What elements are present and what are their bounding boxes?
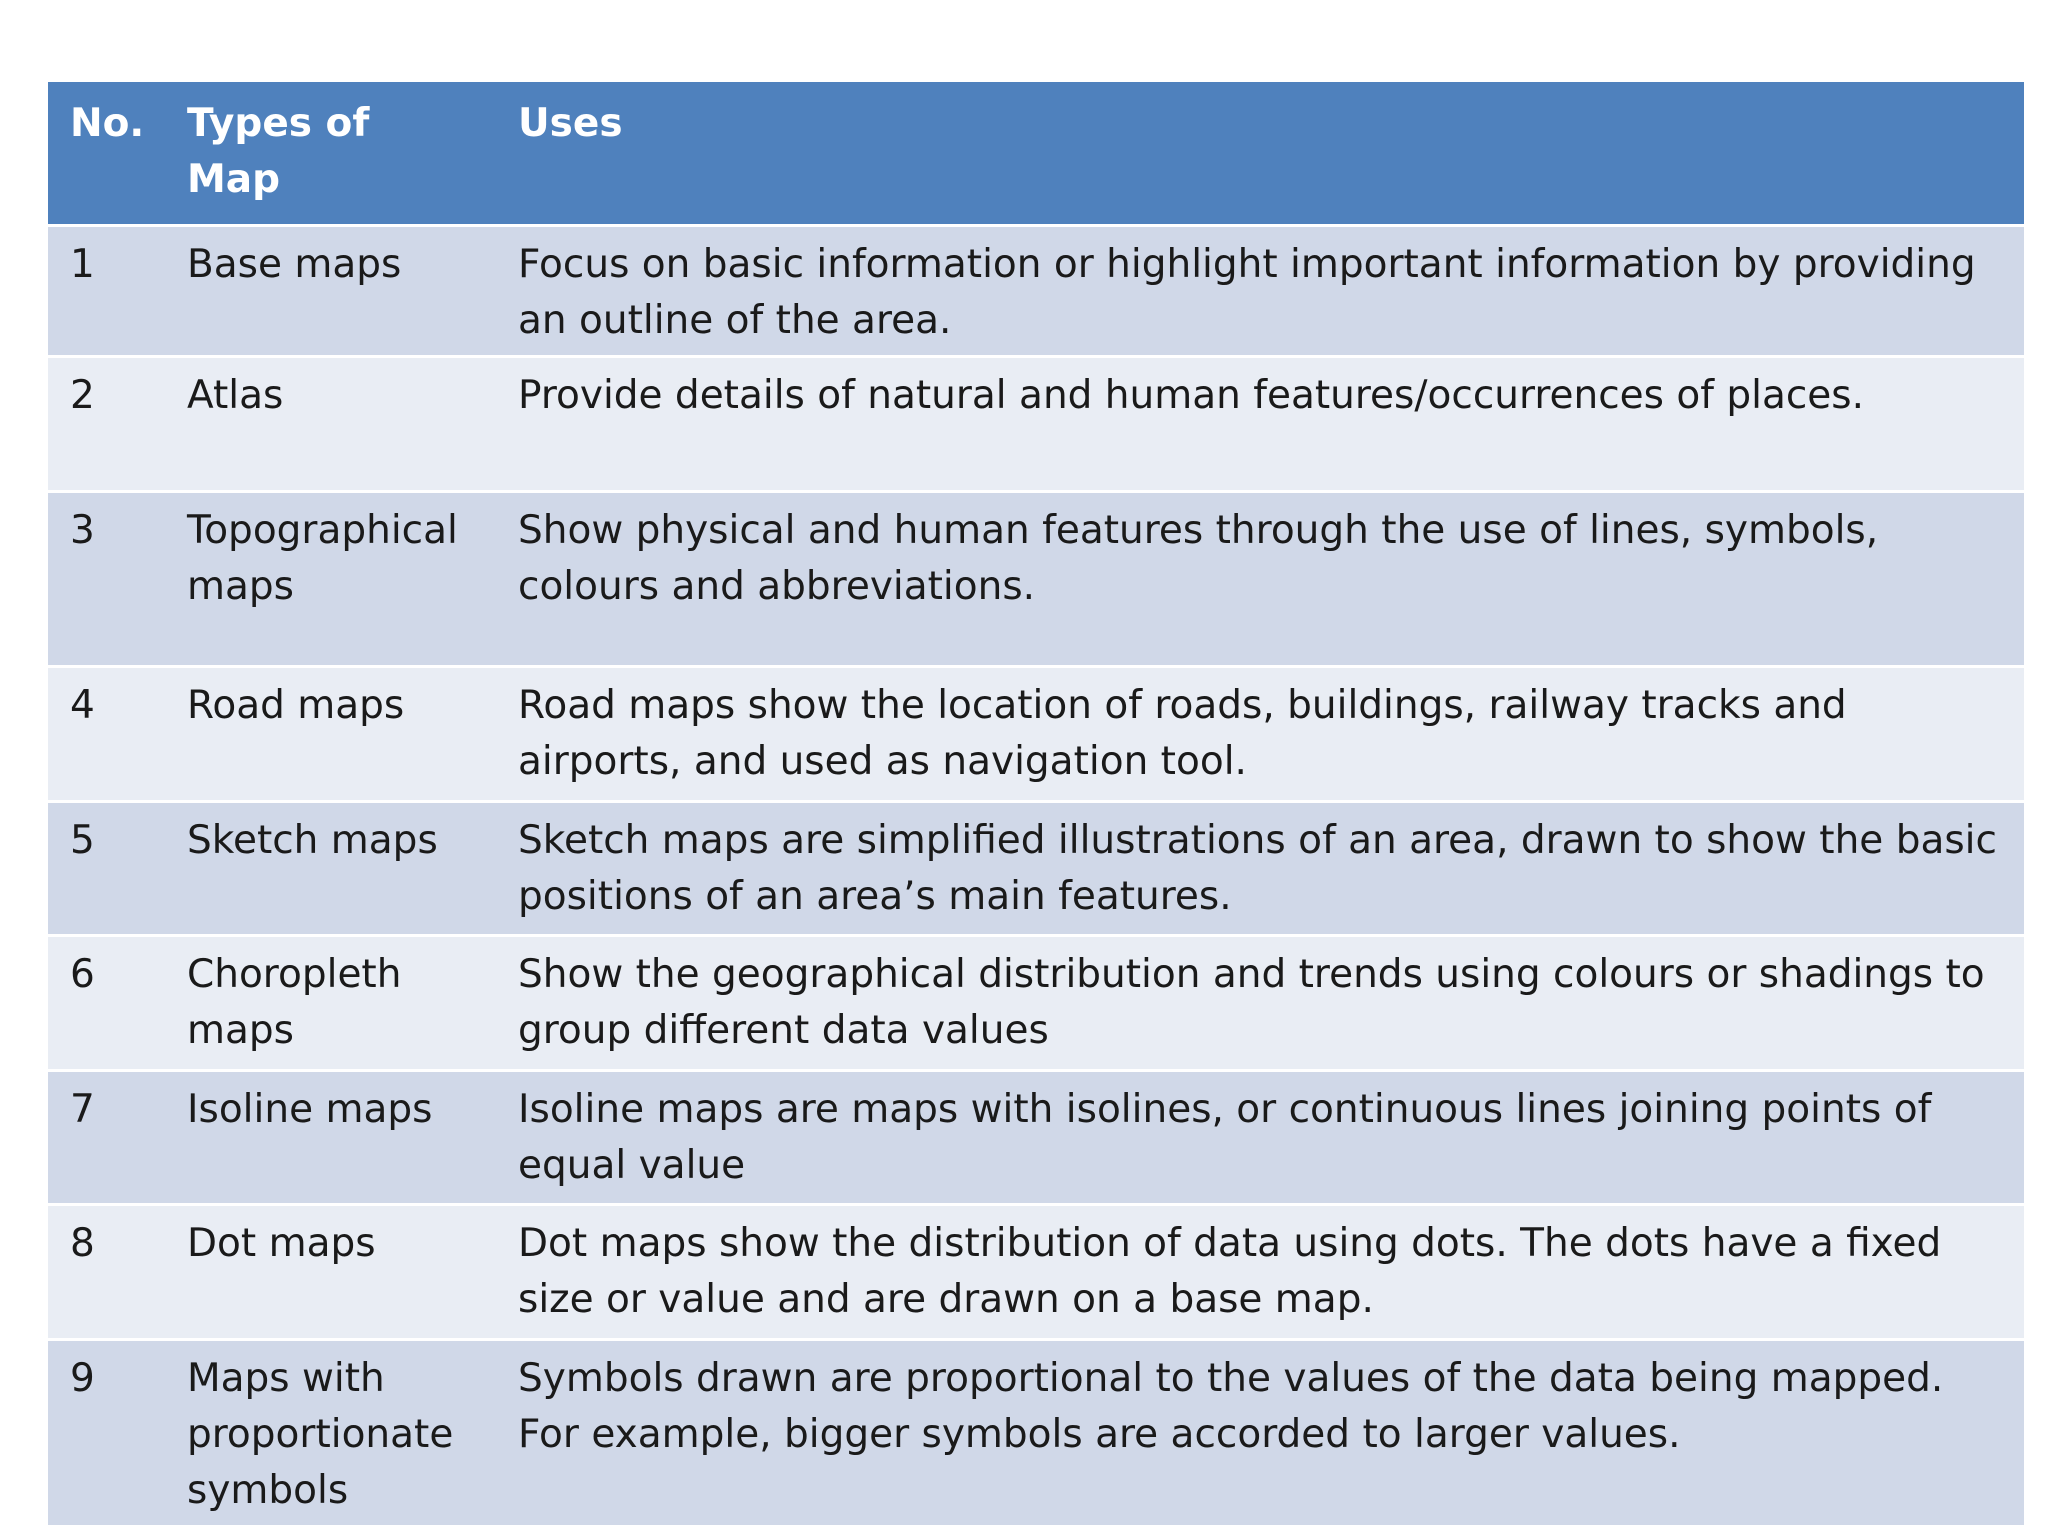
table-row [48,1070,2024,1204]
map-type: Isoline maps [187,1086,433,1132]
row-number: 2 [70,372,95,418]
map-type: Topographical maps [187,507,458,609]
table-row [48,1204,2024,1339]
table-row [48,801,2024,935]
header-type: Types of Map [187,101,370,202]
map-use: Provide details of natural and human features/occurrences of places. [518,372,1864,418]
map-type: Choropleth maps [187,951,402,1053]
table-body [48,225,2024,1525]
map-use: Sketch maps are simplified illustrations of an area, drawn to show the basic positions of an area’s main features. [518,817,1997,919]
row-number: 4 [70,682,95,728]
map-type: Sketch maps [187,817,438,863]
map-use: Isoline maps are maps with isolines, or continuous lines joining points of equal value [518,1086,1932,1188]
map-type: Maps with proportionate symbols [187,1355,454,1513]
map-type: Dot maps [187,1220,376,1266]
map-type: Base maps [187,241,402,287]
table-row [48,935,2024,1070]
table-row [48,356,2024,491]
table-row [48,1339,2024,1525]
row-number: 8 [70,1220,95,1266]
table-header [48,82,2024,225]
row-number: 9 [70,1355,95,1401]
map-type: Road maps [187,682,405,728]
map-use: Focus on basic information or highlight important information by providing an outline of the area. [518,241,1976,343]
row-number: 7 [70,1086,95,1132]
map-type: Atlas [187,372,284,418]
map-types-table [48,82,2024,1525]
row-number: 1 [70,241,95,287]
row-number: 3 [70,507,95,553]
header-uses: Uses [518,101,623,146]
table-row [48,666,2024,801]
map-use: Show physical and human features through the use of lines, symbols, colours and abbreviations. [518,507,1879,609]
header-no: No. [70,101,145,146]
map-use: Road maps show the location of roads, buildings, railway tracks and airports, and used as navigation tool. [518,682,1847,784]
map-use: Dot maps show the distribution of data using dots. The dots have a fixed size or value and are drawn on a base map. [518,1220,1942,1322]
table-row [48,225,2024,356]
map-use: Symbols drawn are proportional to the values of the data being mapped. For example, bigger symbols are accorded to larger values. [518,1355,1944,1457]
row-number: 6 [70,951,95,997]
row-number: 5 [70,817,95,863]
map-use: Show the geographical distribution and trends using colours or shadings to group different data values [518,951,1985,1053]
table-row [48,491,2024,666]
header-row [48,82,2024,225]
